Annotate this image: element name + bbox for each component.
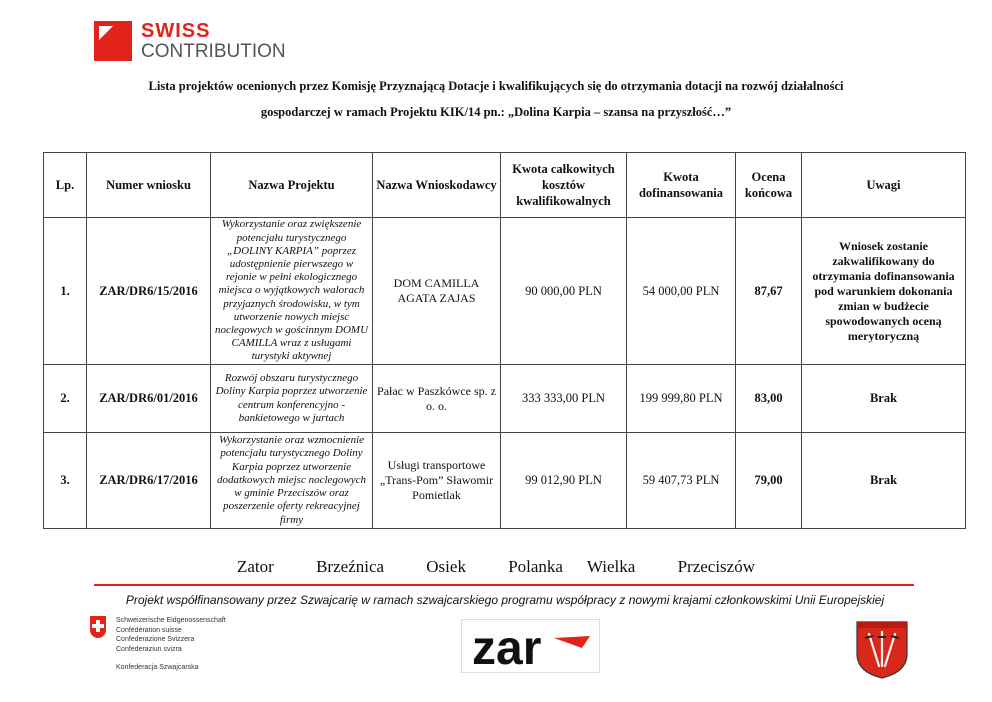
coat-of-arms-icon <box>855 620 909 685</box>
header-score: Ocena końcowa <box>736 153 802 218</box>
swiss-confederation-logo <box>90 616 250 676</box>
confed-line: Confédération suisse <box>116 626 182 634</box>
table-header-row <box>44 153 966 218</box>
logo-line-2: CONTRIBUTION <box>141 41 286 62</box>
row-applicant: Usługi transportowe „Trans-Pom” Sławomir Pomietlak <box>373 433 501 529</box>
row-lp: 2. <box>44 365 87 433</box>
table-row <box>44 365 966 433</box>
table-row <box>44 218 966 365</box>
row-notes: Wniosek zostanie zakwalifikowany do otrzymania dofinansowania pod warunkiem dokonania zmian w budżecie spowodowanych oceną merytoryczną <box>802 218 966 365</box>
row-applicant: Pałac w Paszkówce sp. z o. o. <box>373 365 501 433</box>
swiss-logo-square-icon <box>94 21 132 61</box>
row-number: ZAR/DR6/17/2016 <box>87 433 211 529</box>
row-notes: Brak <box>802 365 966 433</box>
row-cost: 99 012,90 PLN <box>501 433 627 529</box>
row-project: Rozwój obszaru turystycznego Doliny Karpia poprzez utworzenie centrum konferencyjno - bankietowego w jurtach <box>211 365 373 433</box>
title-line-2: gospodarczej w ramach Projektu KIK/14 pn.: „Dolina Karpia – szansa na przyszłość…” <box>260 105 732 119</box>
row-funding: 199 999,80 PLN <box>627 365 736 433</box>
row-score: 87,67 <box>736 218 802 365</box>
header-lp: Lp. <box>44 153 87 218</box>
row-funding: 54 000,00 PLN <box>627 218 736 365</box>
row-score: 79,00 <box>736 433 802 529</box>
confed-line: Confederaziun svizra <box>116 645 182 653</box>
header-number: Numer wniosku <box>87 153 211 218</box>
town-name: Polanka Wielka <box>508 557 636 576</box>
header-notes: Uwagi <box>802 153 966 218</box>
zar-accent-shape <box>554 636 590 648</box>
row-notes: Brak <box>802 433 966 529</box>
logo-line-1: SWISS <box>141 20 211 42</box>
town-name: Brzeźnica <box>316 557 385 576</box>
row-project: Wykorzystanie oraz wzmocnienie potencjału turystycznego Doliny Karpia poprzez utworzenie dodatkowych miejsc noclegowych w gminie Przeciszów oraz poszerzenie oferty rekreacyjnej firmy <box>211 433 373 529</box>
row-applicant: DOM CAMILLA AGATA ZAJAS <box>373 218 501 365</box>
row-lp: 3. <box>44 433 87 529</box>
zar-logo-text: zar <box>472 622 542 672</box>
row-score: 83,00 <box>736 365 802 433</box>
header-funding: Kwota dofinansowania <box>627 153 736 218</box>
row-number: ZAR/DR6/15/2016 <box>87 218 211 365</box>
row-project: Wykorzystanie oraz zwiększenie potencjału turystycznego „DOLINY KARPIA” poprzez udostępnienie pierwszego w rejonie w pełni ekologicznego miejsca o wyjątkowych walorach przyjaznych środowisku, w tym utworzenie nowych miejsc noclegowych w gościnnym DOMU CAMILLA wraz z usługami turystyki aktywnej <box>211 218 373 365</box>
zar-logo <box>461 619 600 673</box>
header-applicant: Nazwa Wnioskodawcy <box>373 153 501 218</box>
title-line-1: Lista projektów ocenionych przez Komisję Przyznającą Dotacje i kwalifikujących się do otrzymania dotacji na rozwój działalności <box>148 79 844 93</box>
swiss-shield-icon <box>90 616 106 638</box>
confed-line: Confederazione Svizzera <box>116 636 195 643</box>
town-name: Przeciszów <box>677 557 755 576</box>
row-cost: 90 000,00 PLN <box>501 218 627 365</box>
footer-cofinancing-text: Projekt współfinansowany przez Szwajcarię w ramach szwajcarskiego programu współpracy z nowymi krajami członkowskimi Unii Europejskiej <box>125 593 885 607</box>
row-cost: 333 333,00 PLN <box>501 365 627 433</box>
header-project: Nazwa Projektu <box>211 153 373 218</box>
row-lp: 1. <box>44 218 87 365</box>
table-row <box>44 433 966 529</box>
document-title <box>60 73 932 125</box>
confed-line: Schweizerische Eidgenossenschaft <box>116 617 226 624</box>
town-name: Zator <box>237 557 274 576</box>
towns-list <box>0 557 992 577</box>
zar-logo-icon <box>462 620 599 672</box>
row-funding: 59 407,73 PLN <box>627 433 736 529</box>
town-name: Osiek <box>426 557 466 576</box>
projects-table <box>43 152 966 529</box>
confederation-names <box>116 616 226 654</box>
red-divider <box>94 584 914 586</box>
header-cost: Kwota całkowitych kosztów kwalifikowalnych <box>501 153 627 218</box>
confed-polish-name: Konfederacja Szwajcarska <box>116 664 199 671</box>
row-number: ZAR/DR6/01/2016 <box>87 365 211 433</box>
